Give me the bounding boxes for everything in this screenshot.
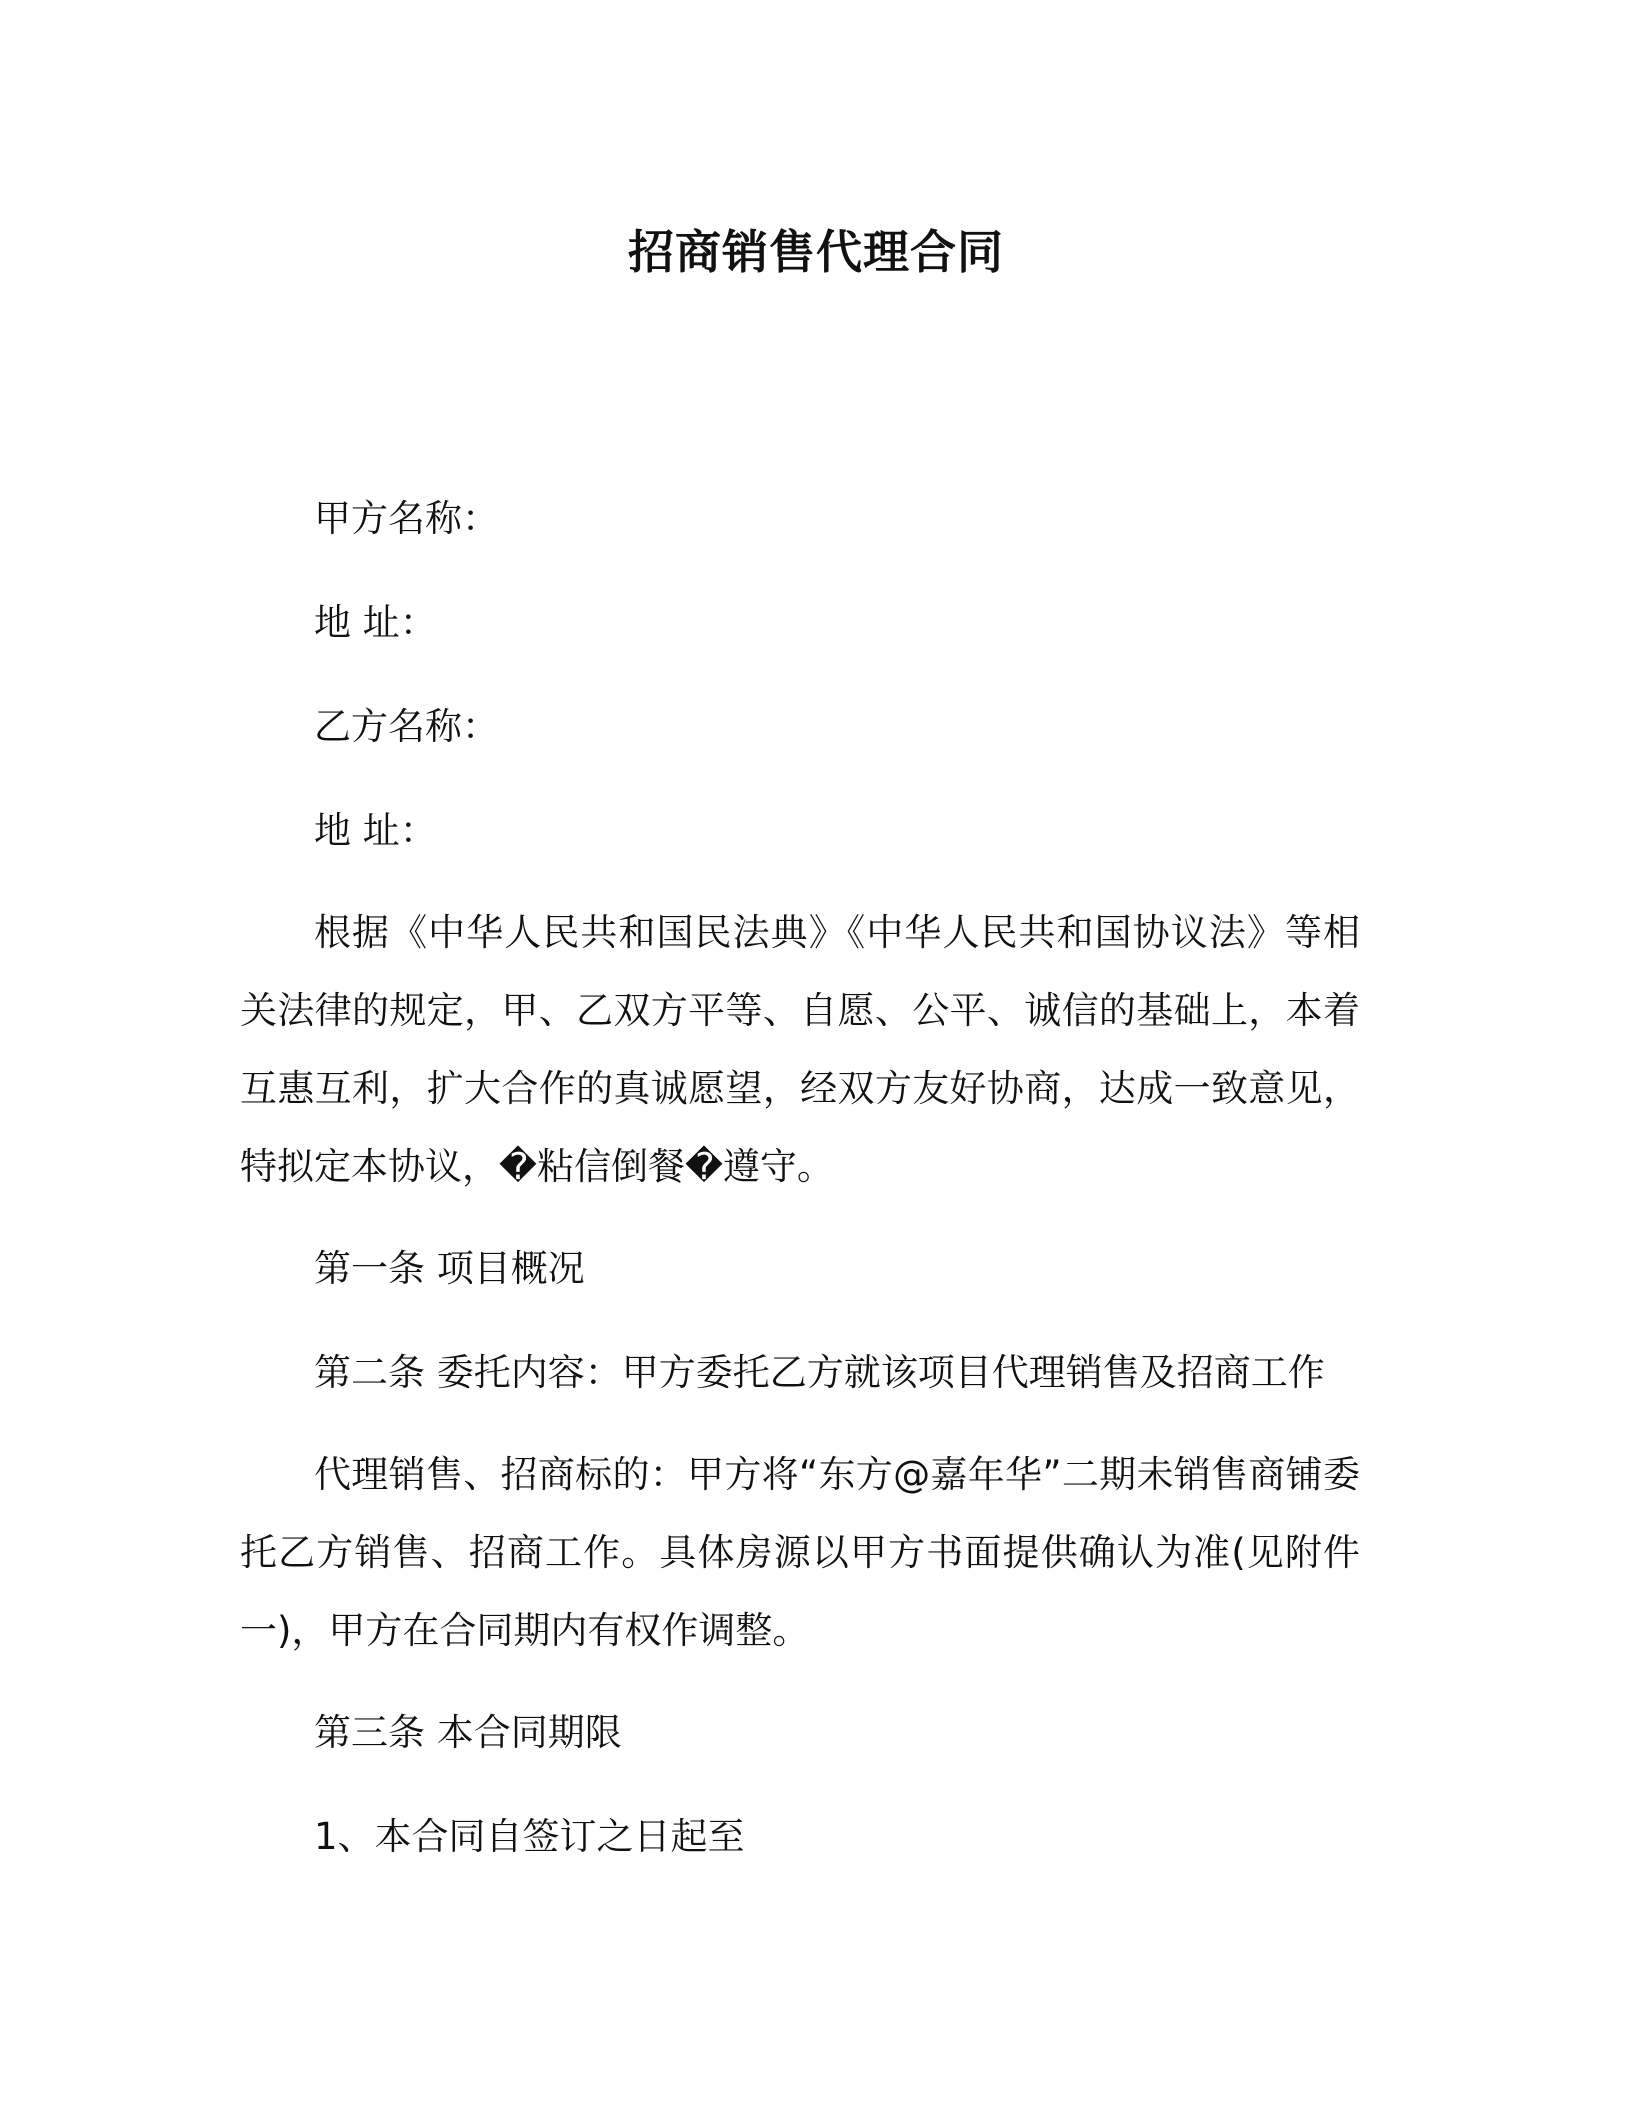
document-title: 招商销售代理合同 (628, 225, 1004, 279)
party-a-address-label: 地 址： (314, 601, 437, 644)
party-b-name-label: 乙方名称： (314, 705, 499, 748)
party-b-address-label: 地 址： (314, 809, 437, 852)
article-3-item-1: 1、本合同自签订之日起至 (314, 1815, 745, 1858)
party-a-name-label: 甲方名称： (314, 497, 499, 540)
article-2-detail-paragraph: 代理销售、招商标的：甲方将“东方@嘉年华”二期未销售商铺委托乙方销售、招商工作。具体房源以甲方书面提供确认为准(见附件一)，甲方在合同期内有权作调整。 (240, 1453, 1360, 1652)
article-3-heading: 第三条 本合同期限 (314, 1711, 622, 1754)
article-1-heading: 第一条 项目概况 (314, 1247, 585, 1290)
article-2-heading: 第二条 委托内容：甲方委托乙方就该项目代理销售及招商工作 (314, 1351, 1325, 1394)
preamble-paragraph: 根据《中华人民共和国民法典》《中华人民共和国协议法》等相关法律的规定，甲、乙双方平等、自愿、公平、诚信的基础上，本着互惠互利，扩大合作的真诚愿望，经双方友好协商，达成一致意见，特拟定本协议，�粘信倒餐�遵守。 (240, 911, 1360, 1188)
